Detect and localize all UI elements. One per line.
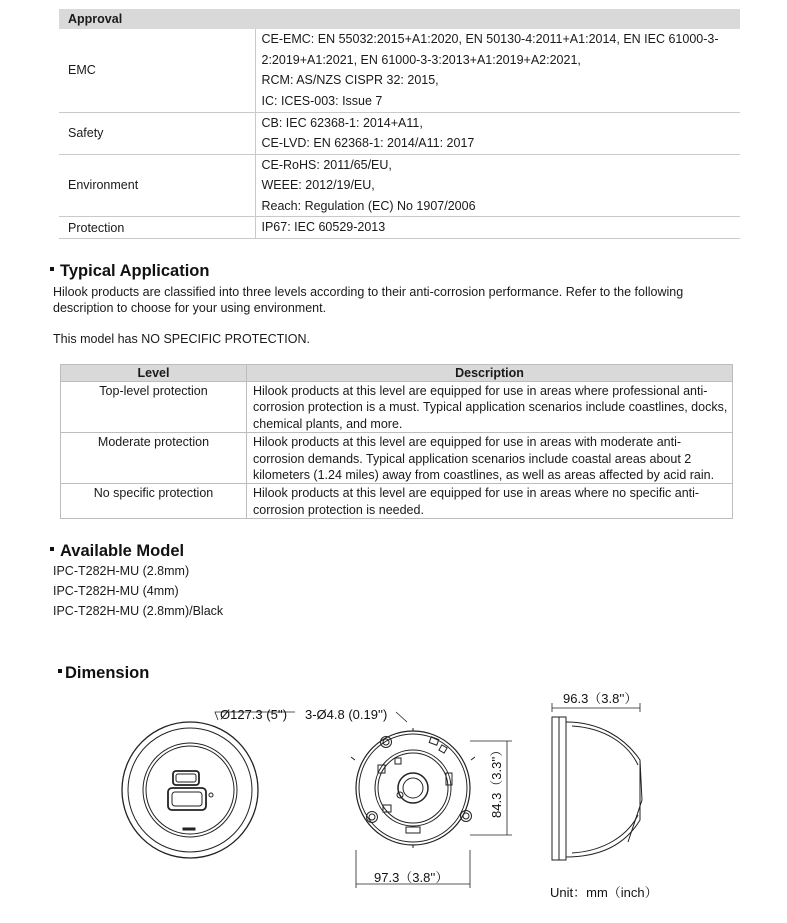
dimension-title-text: Dimension [65,664,150,682]
bottom-view-drawing [351,728,475,848]
dim-side-width: 96.3（3.8''） [563,691,638,706]
approval-label-safety: Safety [59,112,255,154]
approval-label-protection: Protection [59,217,255,239]
typical-application-title [50,262,209,281]
approval-table [59,9,740,239]
environment-line: Reach: Regulation (EC) No 1907/2006 [261,198,476,213]
level-top-description [247,382,733,433]
description-line: chemical plants, and more. [253,416,403,431]
level-moderate-description [247,433,733,484]
approval-value-protection [255,217,740,239]
approval-header: Approval [59,9,740,29]
levels-col-description: Description [247,365,733,382]
level-moderate: Moderate protection [61,433,247,484]
front-view-drawing [122,722,258,858]
level-none: No specific protection [61,484,247,519]
approval-label-environment: Environment [59,154,255,217]
dim-bottom-width: 97.3（3.8''） [374,870,449,885]
environment-line: WEEE: 2012/19/EU, [261,178,375,192]
dimension-lines [215,703,640,888]
bullet-icon [58,669,62,673]
description-line: kilometers (1.24 miles) away from coastlines, as well as areas affected by acid rain. [253,468,715,483]
levels-col-level: Level [61,365,247,382]
approval-label-emc: EMC [59,29,255,112]
side-view-drawing [552,717,642,860]
dim-bottom-height: 84.3（3.3''） [489,743,504,818]
protection-line: IP67: IEC 60529-2013 [261,220,386,235]
bullet-icon [50,267,54,271]
model-item: IPC-T282H-MU (4mm) [53,584,179,598]
description-line: Hilook products at this level are equipped for use in areas with moderate anti- [253,435,682,450]
model-item: IPC-T282H-MU (2.8mm) [53,564,190,578]
protection-levels-table [60,364,733,519]
emc-line: CE-EMC: EN 55032:2015+A1:2020, EN 50130-4:2011+A1:2014, EN IEC 61000-3- [261,32,719,47]
description-line: corrosion demands. Typical application scenarios include coastal areas about 2 [253,451,692,466]
description-line: corrosion protection is a must. Typical application scenarios include coastlines, docks, [253,400,728,415]
safety-line: CE-LVD: EN 62368-1: 2014/A11: 2017 [261,136,475,150]
emc-line: 2:2019+A1:2021, EN 61000-3-3:2013+A1:2019+A2:2021, [261,52,581,67]
available-model-title-text: Available Model [60,542,185,560]
description-line: corrosion protection is needed. [253,502,424,517]
dim-diameter: Ø127.3 (5'') [220,707,288,722]
description-line: Hilook products at this level are equipped for use in areas where professional anti- [253,384,708,398]
typical-intro [53,284,683,316]
unit-label: Unit：mm（inch） [550,885,658,900]
emc-line: IC: ICES-003: Issue 7 [261,93,383,108]
model-item: IPC-T282H-MU (2.8mm)/Black [53,604,224,618]
emc-line: RCM: AS/NZS CISPR 32: 2015, [261,73,439,88]
available-model-title [50,542,184,561]
model-protection-note: This model has NO SPECIFIC PROTECTION. [53,332,310,346]
description-line: Hilook products at this level are equipped for use in areas where no specific anti- [253,486,700,501]
bullet-icon [50,547,54,551]
dim-holes: 3-Ø4.8 (0.19'') [305,707,388,722]
safety-line: CB: IEC 62368-1: 2014+A11, [261,115,423,130]
approval-value-safety [255,112,740,154]
dimension-title [58,664,149,683]
level-top: Top-level protection [61,382,247,433]
approval-value-emc [255,29,740,112]
environment-line: CE-RoHS: 2011/65/EU, [261,157,392,172]
typical-application-title-text: Typical Application [60,262,210,280]
typical-intro-line: Hilook products are classified into three levels according to their anti-corrosion performance. Refer to the following [53,285,684,299]
typical-intro-line: description to choose for your using environment. [53,301,327,315]
level-none-description [247,484,733,519]
approval-value-environment [255,154,740,217]
